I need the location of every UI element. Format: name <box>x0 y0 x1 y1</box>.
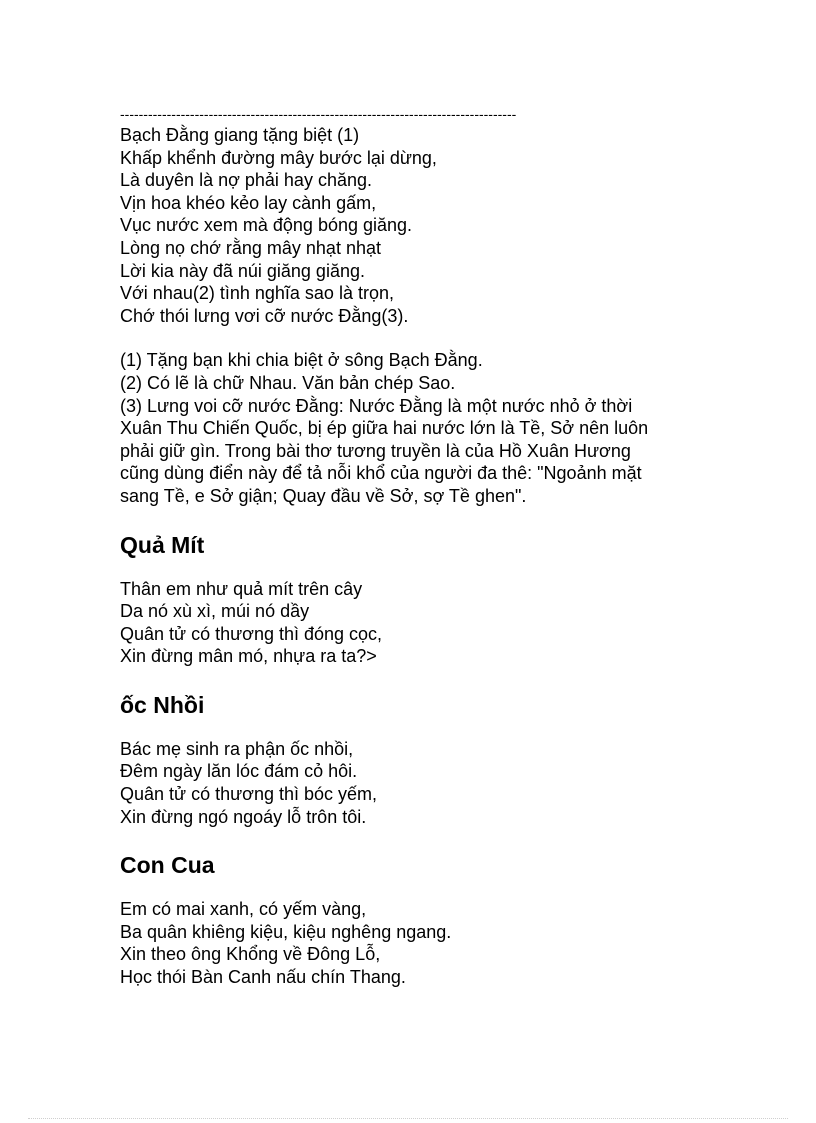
heading-qua-mit: Quả Mít <box>120 531 205 558</box>
page-bottom-border <box>28 1118 788 1119</box>
footnote-line: sang Tề, e Sở giận; Quay đầu về Sở, sợ Tề ghen". <box>120 485 527 506</box>
poem-line: Đêm ngày lăn lóc đám cỏ hôi. <box>120 761 358 782</box>
poem-line: Quân tử có thương thì bóc yếm, <box>120 784 378 805</box>
poem-line: Lòng nọ chớ rằng mây nhạt nhạt <box>120 237 381 258</box>
poem-line: Bác mẹ sinh ra phận ốc nhồi, <box>120 738 354 759</box>
poem-line: Vịn hoa khéo kẻo lay cành gấm, <box>120 192 377 213</box>
poem-line: Xin đừng mân mó, nhựa ra ta?> <box>120 646 377 667</box>
poem-line: Chớ thói lưng vơi cỡ nước Đằng(3). <box>120 305 409 326</box>
poem-line: Quân tử có thương thì đóng cọc, <box>120 623 383 644</box>
footnote-line: (2) Có lẽ là chữ Nhau. Văn bản chép Sao. <box>120 372 456 393</box>
poem-oc-nhoi <box>120 738 680 828</box>
poem-line: Thân em như quả mít trên cây <box>120 578 363 599</box>
heading-oc-nhoi: ốc Nhồi <box>120 691 205 718</box>
footnotes <box>120 349 680 507</box>
footnote-line: (1) Tặng bạn khi chia biệt ở sông Bạch Đằng. <box>120 350 483 371</box>
poem-line: Là duyên là nợ phải hay chăng. <box>120 170 372 191</box>
heading-con-cua: Con Cua <box>120 852 215 879</box>
poem-line: Khấp khểnh đường mây bước lại dừng, <box>120 147 437 168</box>
spacer <box>120 327 680 349</box>
poem-qua-mit <box>120 578 680 668</box>
poem-line: Ba quân khiêng kiệu, kiệu nghêng ngang. <box>120 921 452 942</box>
footnote-line: (3) Lưng voi cỡ nước Đằng: Nước Đằng là một nước nhỏ ở thời <box>120 395 633 416</box>
footnote-line: phải giữ gìn. Trong bài thơ tương truyền là của Hồ Xuân Hương <box>120 440 631 461</box>
poem-line: Em có mai xanh, có yếm vàng, <box>120 899 367 920</box>
footnote-line: cũng dùng điển này để tả nỗi khổ của người đa thê: "Ngoảnh mặt <box>120 463 642 484</box>
document-page <box>120 104 680 989</box>
poem-line: Xin đừng ngó ngoáy lỗ trôn tôi. <box>120 806 367 827</box>
divider-line: ------------------------------------------------------------------------------------- <box>120 106 517 122</box>
poem-title: Bạch Đằng giang tặng biệt (1) <box>120 125 360 145</box>
poem-line: Da nó xù xì, múi nó dầy <box>120 601 310 622</box>
poem-bach-dang <box>120 124 680 327</box>
footnote-line: Xuân Thu Chiến Quốc, bị ép giữa hai nước lớn là Tề, Sở nên luôn <box>120 418 649 439</box>
poem-line: Vục nước xem mà động bóng giăng. <box>120 215 413 236</box>
poem-line: Xin theo ông Khổng về Đông Lỗ, <box>120 944 381 965</box>
poem-line: Lời kia này đã núi giăng giăng. <box>120 260 365 281</box>
poem-line: Học thói Bàn Canh nấu chín Thang. <box>120 967 406 988</box>
poem-con-cua <box>120 898 680 988</box>
poem-line: Với nhau(2) tình nghĩa sao là trọn, <box>120 283 394 304</box>
